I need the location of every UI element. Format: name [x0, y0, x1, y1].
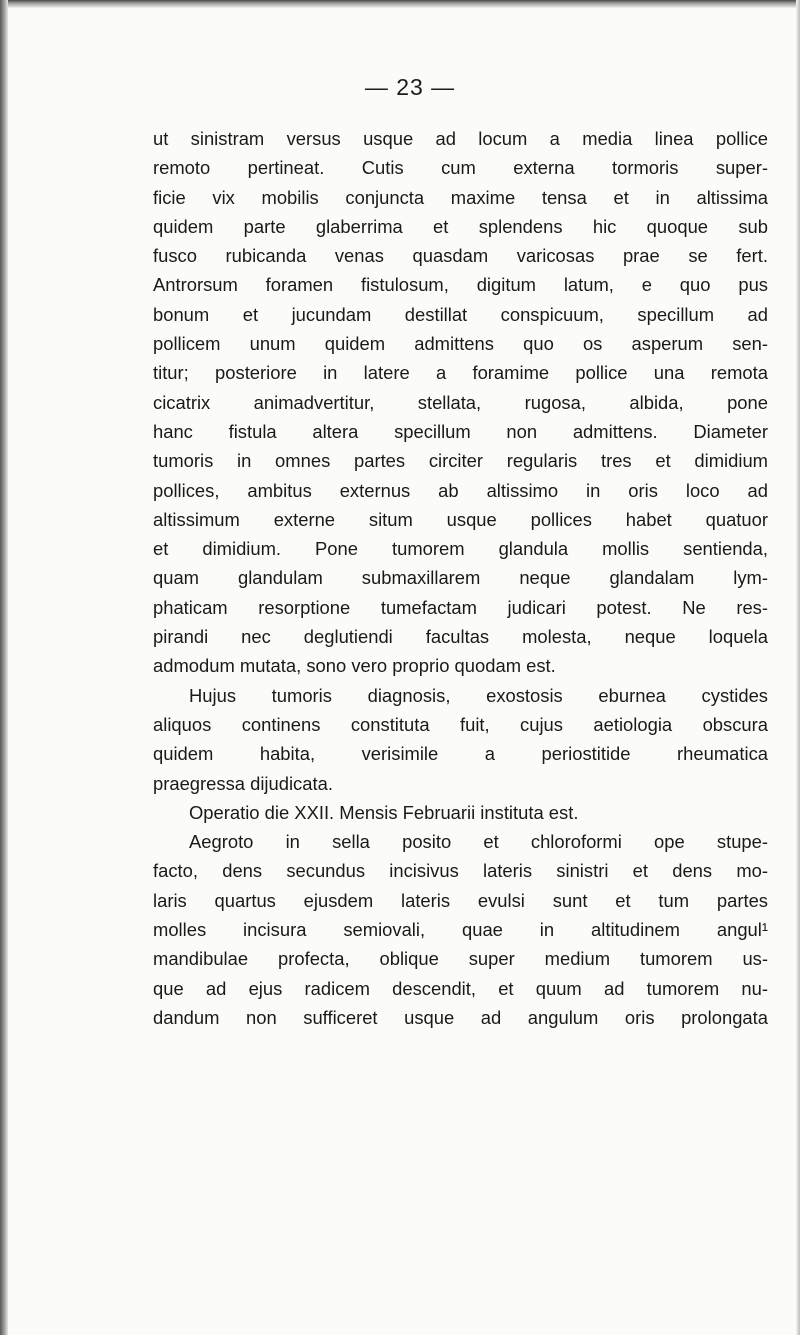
body-text: [153, 124, 768, 1032]
text-line: aliquos continens constituta fuit, cujus aetiologia obscura: [153, 713, 768, 735]
text-line: mandibulae profecta, oblique super medium tumorem us-: [153, 948, 768, 970]
text-line: Operatio die XXII. Mensis Februarii instituta est.: [189, 801, 579, 823]
text-line: altissimum externe situm usque pollices habet quatuor: [153, 508, 768, 530]
text-line: dandum non sufficeret usque ad angulum oris prolongata: [153, 1006, 768, 1028]
page-left-edge: [0, 0, 8, 1335]
text-line: ut sinistram versus usque ad locum a media linea pollice: [153, 128, 768, 149]
text-line: pollices, ambitus externus ab altissimo in oris loco ad: [153, 479, 768, 501]
page-top-edge: [0, 0, 800, 8]
text-line: cicatrix animadvertitur, stellata, rugosa, albida, pone: [153, 391, 768, 413]
text-line: que ad ejus radicem descendit, et quum ad tumorem nu-: [153, 977, 768, 999]
text-line: Aegroto in sella posito et chloroformi ope stupe-: [189, 831, 768, 853]
text-line: bonum et jucundam destillat conspicuum, specillum ad: [153, 303, 768, 325]
text-line: fusco rubicanda venas quasdam varicosas prae se fert.: [153, 245, 768, 267]
text-line: Hujus tumoris diagnosis, exostosis eburnea cystides: [189, 684, 768, 706]
text-line: titur; posteriore in latere a foramime pollice una remota: [153, 362, 768, 384]
text-line: hanc fistula altera specillum non admittens. Diameter: [153, 420, 768, 442]
text-line: laris quartus ejusdem lateris evulsi sunt et tum partes: [153, 889, 768, 911]
text-line: Antrorsum foramen fistulosum, digitum latum, e quo pus: [153, 274, 768, 296]
text-line: admodum mutata, sono vero proprio quodam est.: [153, 655, 556, 677]
page-number: — 23 —: [364, 74, 456, 100]
text-line: quam glandulam submaxillarem neque glandalam lym-: [153, 567, 768, 589]
text-line: ficie vix mobilis conjuncta maxime tensa et in altissima: [153, 186, 768, 208]
text-line: remoto pertineat. Cutis cum externa tormoris super-: [153, 157, 768, 179]
text-line: quidem habita, verisimile a periostitide rheumatica: [153, 743, 768, 765]
text-line: tumoris in omnes partes circiter regularis tres et dimidium: [153, 450, 768, 472]
text-line: pollicem unum quidem admittens quo os asperum sen-: [153, 333, 768, 355]
text-line: phaticam resorptione tumefactam judicari potest. Ne res-: [153, 596, 768, 618]
text-line: praegressa dijudicata.: [153, 772, 333, 794]
page-right-edge: [796, 0, 800, 1335]
text-line: et dimidium. Pone tumorem glandula mollis sentienda,: [153, 538, 768, 560]
text-line: pirandi nec deglutiendi facultas molesta, neque loquela: [153, 626, 768, 648]
text-line: facto, dens secundus incisivus lateris sinistri et dens mo-: [153, 860, 768, 882]
text-line: molles incisura semiovali, quae in altitudinem angul¹: [153, 919, 768, 941]
text-line: quidem parte glaberrima et splendens hic quoque sub: [153, 215, 768, 237]
